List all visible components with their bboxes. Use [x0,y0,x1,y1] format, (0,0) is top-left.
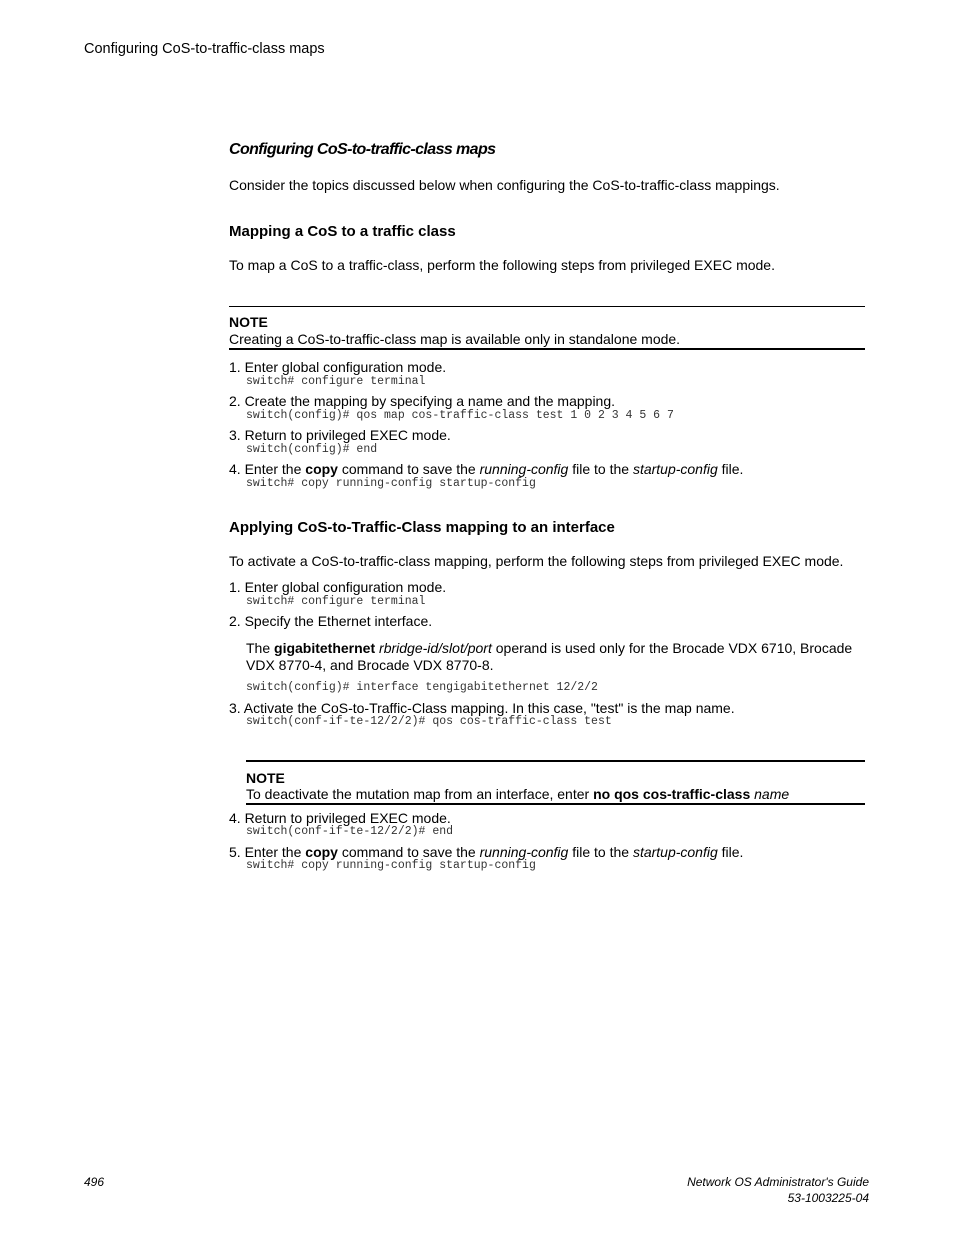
code-line: switch(config)# qos map cos-traffic-class test 1 0 2 3 4 5 6 7 [246,409,674,422]
code-line: switch# configure terminal [246,595,426,608]
code-line: switch(config)# end [246,443,378,456]
interface-paragraph: The gigabitethernet rbridge-id/slot/port operand is used only for the Brocade VDX 6710, Brocade VDX 8770-4, and Brocade VDX 8770-8. [246,640,853,673]
step-text: 1. Enter global configuration mode. [229,359,447,375]
code-line: switch# copy running-config startup-config [246,859,536,872]
note-text: To deactivate the mutation map from an interface, enter no qos cos-traffic-class name [246,786,790,802]
note-bottom-rule [246,803,865,805]
page-number: 496 [84,1175,105,1189]
section-title: Configuring CoS-to-traffic-class maps [229,141,496,158]
step-text: 2. Create the mapping by specifying a name and the mapping. [229,393,616,409]
code-line: switch(conf-if-te-12/2/2)# qos cos-traffic-class test [246,715,612,728]
step-text: 3. Activate the CoS-to-Traffic-Class mapping. In this case, "test" is the map name. [229,700,735,716]
note-top-rule [246,760,865,762]
code-line: switch(config)# interface tengigabitethernet 12/2/2 [246,681,598,694]
note-label: NOTE [246,770,285,786]
code-line: switch# copy running-config startup-config [246,477,536,490]
note-label: NOTE [229,314,268,330]
mapping-intro: To map a CoS to a traffic-class, perform the following steps from privileged EXEC mode. [229,257,775,273]
mapping-heading: Mapping a CoS to a traffic class [229,223,456,240]
step-text: 2. Specify the Ethernet interface. [229,613,433,629]
applying-heading: Applying CoS-to-Traffic-Class mapping to an interface [229,519,615,536]
code-line: switch# configure terminal [246,375,426,388]
note-top-rule [229,306,865,307]
note-bottom-rule [229,348,865,350]
running-header: Configuring CoS-to-traffic-class maps [84,41,325,57]
doc-number: 53-1003225-04 [787,1191,869,1205]
step-text: 5. Enter the copy command to save the running-config file to the startup-config file. [229,844,744,860]
section-intro: Consider the topics discussed below when configuring the CoS-to-traffic-class mappings. [229,177,780,193]
guide-title: Network OS Administrator's Guide [687,1175,869,1189]
code-line: switch(conf-if-te-12/2/2)# end [246,825,454,838]
step-text: 4. Return to privileged EXEC mode. [229,810,451,826]
step-text: 3. Return to privileged EXEC mode. [229,427,451,443]
step-text: 1. Enter global configuration mode. [229,579,447,595]
step-text: 4. Enter the copy command to save the running-config file to the startup-config file. [229,461,744,477]
applying-intro: To activate a CoS-to-traffic-class mapping, perform the following steps from privileged EXEC mode. [229,553,844,569]
note-text: Creating a CoS-to-traffic-class map is available only in standalone mode. [229,331,681,347]
